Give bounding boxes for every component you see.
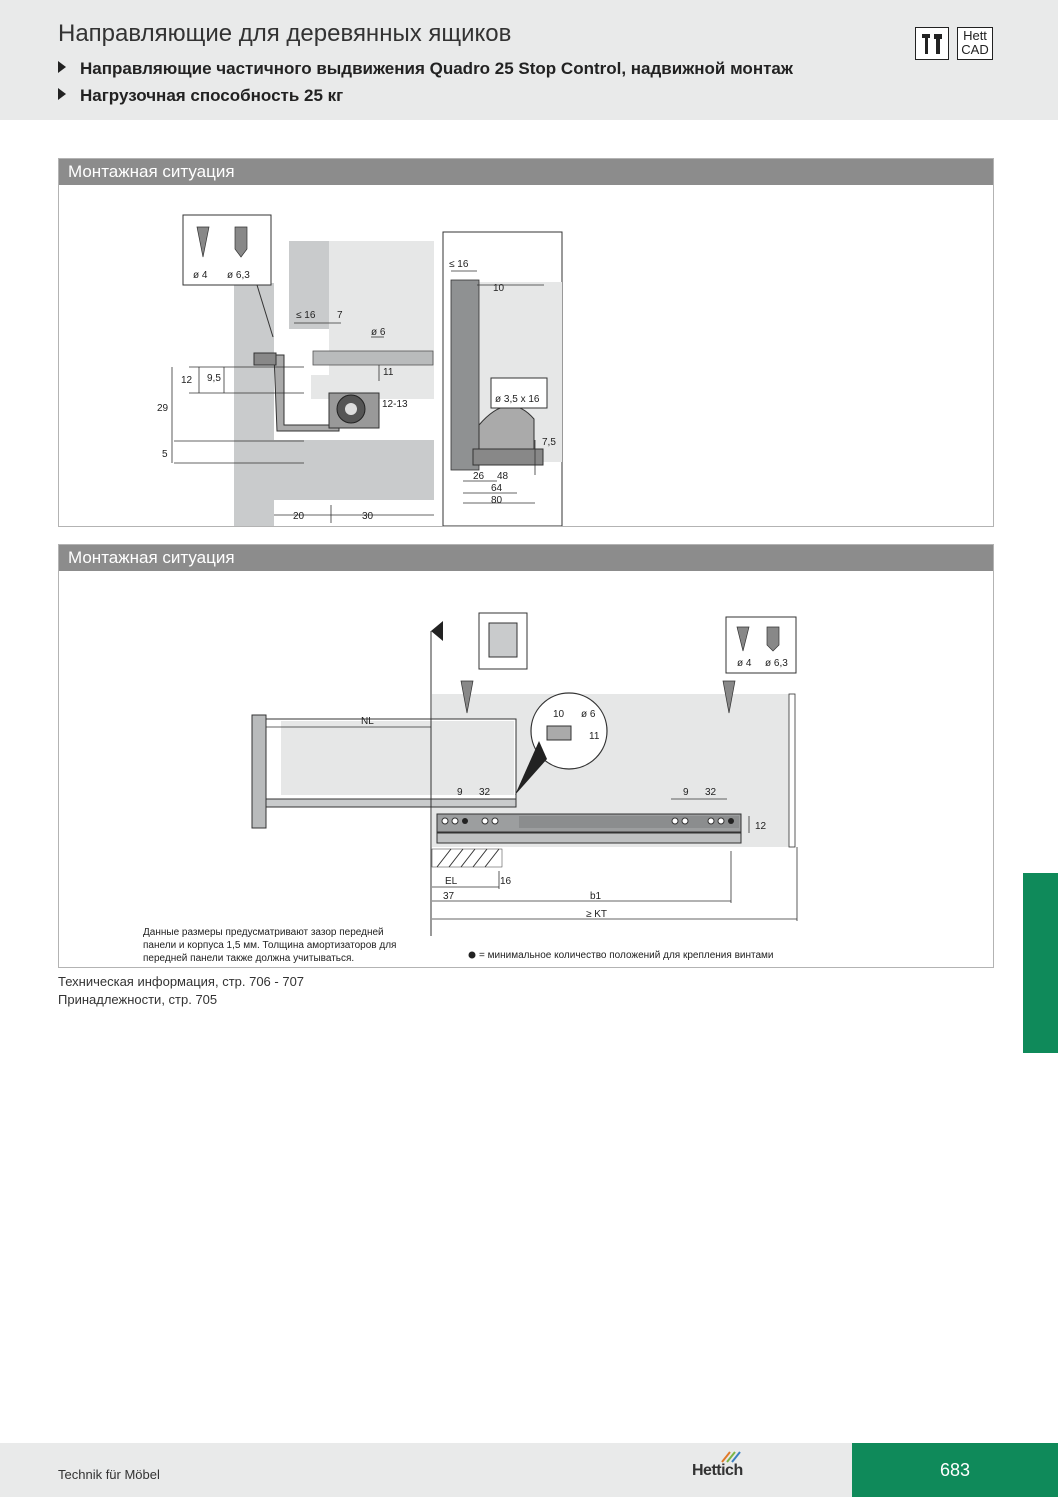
- mounting-panel-2: [58, 544, 994, 968]
- note-text: панели и корпуса 1,5 мм. Толщина амортизаторов для: [143, 940, 397, 951]
- subtitle-2: Нагрузочная способность 25 кг: [58, 86, 343, 106]
- references: [58, 973, 304, 1009]
- dim-label: 80: [491, 495, 503, 506]
- dim-label: 37: [443, 891, 455, 902]
- dim-label: 29: [157, 403, 169, 414]
- tools-icon[interactable]: [915, 27, 949, 60]
- dim-label: 10: [493, 283, 505, 294]
- legend-text: = минимальное количество положений для крепления винтами: [479, 950, 774, 961]
- dim-label: 9: [683, 787, 689, 798]
- dim-label: ≤ 16: [449, 259, 469, 270]
- legend-dot-icon: [469, 952, 476, 959]
- accessories-link[interactable]: Принадлежности, стр. 705: [58, 992, 218, 1007]
- cross-section-drawing: [59, 185, 993, 526]
- dim-label: NL: [361, 716, 374, 727]
- dim-label: b1: [590, 891, 602, 902]
- dim-label: 9: [457, 787, 463, 798]
- tech-info-link[interactable]: Техническая информация, стр. 706 - 707: [58, 974, 305, 989]
- dim-label: ≥ KT: [586, 909, 608, 920]
- bullet-arrow-icon: [58, 61, 66, 73]
- dim-label: 7,5: [542, 437, 556, 448]
- dim-label: EL: [445, 876, 458, 887]
- panel-title: Монтажная ситуация: [59, 545, 993, 571]
- bullet-arrow-icon: [58, 88, 66, 100]
- dim-label: 7: [337, 310, 343, 321]
- brand-logo: Hettich: [692, 1462, 743, 1479]
- dim-label: 16: [500, 876, 512, 887]
- dim-label: ø 3,5 x 16: [495, 394, 540, 405]
- dim-label: 12-13: [382, 399, 408, 410]
- hettcad-icon[interactable]: Hett CAD: [957, 27, 993, 60]
- page-title: Направляющие для деревянных ящиков: [58, 20, 512, 47]
- dim-label: 12: [181, 375, 193, 386]
- dim-label: 12: [755, 821, 767, 832]
- dim-label: 32: [479, 787, 491, 798]
- dim-label: 32: [705, 787, 717, 798]
- subtitle-1: Направляющие частичного выдвижения Quadro 25 Stop Control, надвижной монтаж: [58, 59, 793, 79]
- dim-label: 48: [497, 471, 509, 482]
- dim-label: ≤ 16: [296, 310, 316, 321]
- dim-label: 64: [491, 483, 503, 494]
- dim-label: 9,5: [207, 373, 221, 384]
- dim-label: 5: [162, 449, 168, 460]
- page-number: 683: [939, 1460, 971, 1480]
- min-position-dot: [462, 818, 468, 824]
- dim-label: ø 6: [581, 709, 596, 720]
- dim-label: 30: [362, 511, 374, 522]
- dim-label: ø 6: [371, 327, 386, 338]
- cabinet-icon: [489, 623, 517, 657]
- dim-label: 11: [383, 367, 394, 378]
- mounting-panel-1: [58, 158, 994, 527]
- screw-label: ø 6,3: [227, 270, 250, 281]
- dim-label: 20: [293, 511, 305, 522]
- side-view-drawing: [59, 571, 993, 967]
- hettich-logo-icon: [720, 1449, 742, 1463]
- note-text: Данные размеры предусматривают зазор передней: [143, 927, 384, 938]
- screw-label: ø 6,3: [765, 658, 788, 669]
- note-text: передней панели также должна учитываться.: [143, 953, 355, 964]
- min-position-dot: [728, 818, 734, 824]
- screw-label: ø 4: [737, 658, 752, 669]
- footer-text: Technik für Möbel: [58, 1467, 160, 1482]
- dim-label: 26: [473, 471, 485, 482]
- dim-label: 10: [553, 709, 565, 720]
- dim-label: 11: [589, 731, 600, 742]
- section-tab[interactable]: [1023, 873, 1058, 1053]
- screw-label: ø 4: [193, 270, 208, 281]
- panel-title: Монтажная ситуация: [59, 159, 993, 185]
